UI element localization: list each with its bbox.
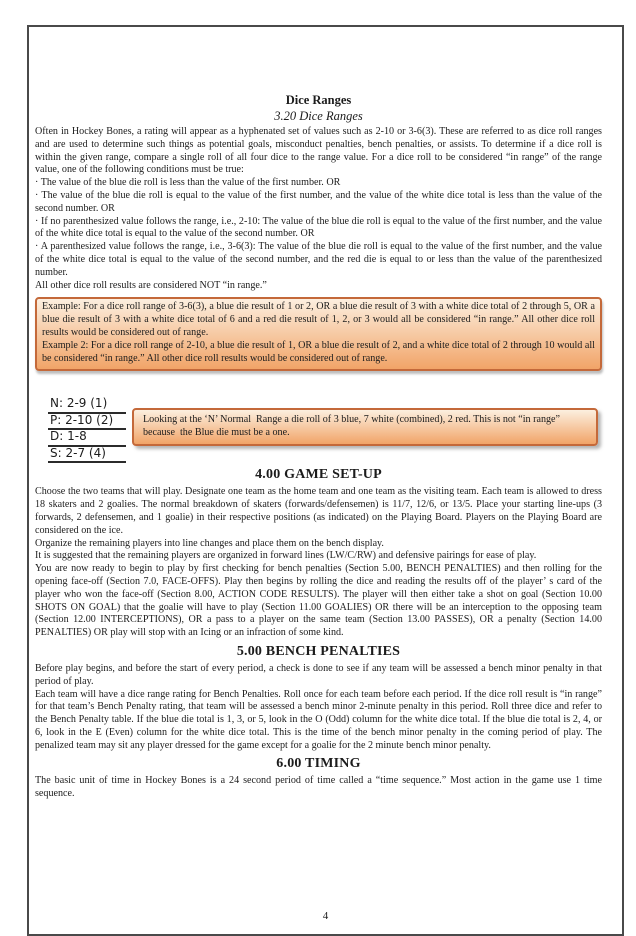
dice-ranges-intro: Often in Hockey Bones, a rating will appear as a hyphenated set of values such as 2-10 or 3-6(3). These are referred to as dice roll ranges and are used to determine such things as potential goals, misconduct penalties, bench penalties, or assists. To determine if a dice roll is within the given range, compare a single roll of all four dice to the range value. For a dice roll to be considered “in range” of the range value, one of the following conditions must be true: — [35, 126, 602, 176]
section-heading-timing: 6.00 TIMING — [276, 756, 361, 772]
rating-list — [48, 397, 126, 463]
note-box — [132, 408, 598, 446]
bullet-item-2: · The value of the blue die roll is equal to the value of the first number, and the value of the white dice total is less than the value of the second number. OR — [35, 189, 602, 214]
bullet-item-3: · If no parenthesized value follows the range, i.e., 2-10: The value of the blue die roll is equal to the value of the first number, and the value of the white dice total is equal to the value of the second number. OR — [35, 215, 602, 240]
document-page — [35, 93, 602, 801]
timing-paragraph-1: The basic unit of time in Hockey Bones is a 24 second period of time called a “time sequence.” Most action in the game use 1 time sequence. — [35, 775, 602, 800]
game-setup-paragraph-1: Choose the two teams that will play. Designate one team as the home team and one team as the visiting team. Each team is allowed to dress 18 skaters and 2 goalies. The normal breakdown of skaters (forwards/defensemen) is 11/7, 12/6, or 13/5. Place your starting line-ups (3 forwards, 2 defensemen, and 1 goalie) in their respective positions (as indicated) on the Playing Board. Players on the Playing Board are considered on the ice. — [35, 486, 602, 536]
game-setup-paragraph-2: Organize the remaining players into line changes and place them on the bench display. — [35, 537, 384, 549]
rating-item-n: N: 2-9 (1) — [48, 397, 126, 414]
page-border — [27, 25, 624, 936]
page-number: 4 — [322, 910, 329, 922]
example-1-text: Example: For a dice roll range of 3-6(3), a blue die result of 1 or 2, OR a blue die result of 3 with a white dice total of 2 through 5, OR a blue die result of 3 with a white dice total of 6 and a red die result of 1, 2, or 3 would all be considered “in range.” All other dice roll results would be considered out of range. — [42, 301, 595, 338]
rating-item-s: S: 2-7 (4) — [48, 447, 126, 464]
game-setup-paragraph-3: It is suggested that the remaining players are organized in forward lines (LW/C/RW) and defensive pairings for ease of play. — [35, 550, 537, 562]
bullet-item-1: · The value of the blue die roll is less than the value of the first number. OR — [35, 177, 341, 189]
range-example-row — [48, 397, 602, 463]
dice-ranges-outro: All other dice roll results are considered NOT “in range.” — [35, 279, 267, 291]
bullet-item-4: · A parenthesized value follows the range, i.e., 3-6(3): The value of the blue die roll is equal to the value of the first number, and the value of the white dice total is equal to the value of the second number, and the red die is equal to or less than the value of the parenthesized number. — [35, 241, 602, 278]
note-text: Looking at the ‘N’ Normal Range a die roll of 3 blue, 7 white (combined), 2 red. This is not “in range” because the Blue die must be a one. — [143, 414, 563, 439]
bench-penalties-paragraph-1: Before play begins, and before the start of every period, a check is done to see if any team will be assessed a bench minor penalty in that period of play. — [35, 662, 602, 687]
doc-title: Dice Ranges — [285, 93, 352, 107]
section-heading-bench-penalties: 5.00 BENCH PENALTIES — [236, 643, 401, 659]
example-2-text: Example 2: For a dice roll range of 2-10, a blue die result of 1, OR a blue die result of 2, and a white dice total of 2 through 10 would all be considered “in range.” All other dice roll results would be considered out of range. — [42, 339, 595, 364]
example-box — [35, 297, 602, 371]
rating-item-d: D: 1-8 — [48, 430, 126, 447]
doc-subtitle: 3.20 Dice Ranges — [274, 109, 363, 123]
rating-item-p: P: 2-10 (2) — [48, 414, 126, 431]
game-setup-paragraph-4: You are now ready to begin to play by first checking for bench penalties (Section 5.00, BENCH PENALTIES) and then rolling for the opening face-off (Section 7.0, FACE-OFFS). Play then begins by rolling the dice and reading the results off of the player’ s card of the player who won the face-off (Section 8.00, ACTION CODE RESULTS). The player will then either take a shot on goal (Section 10.00 SHOTS ON GOAL) that the goalie will have to play (Section 11.00 GOALIES) OR there will be an interception to the opposing team (Section 12.00 INTERCEPTIONS), OR a pass to a player on the same team (Section 13.00 PASSES), OR a penalty (Section 14.00 PENALTIES) OR play will stop with an Icing or an infraction of some kind. — [35, 563, 602, 639]
section-heading-game-setup: 4.00 GAME SET-UP — [255, 467, 382, 483]
bench-penalties-paragraph-2: Each team will have a dice range rating for Bench Penalties. Roll once for each team before each period. If the dice roll result is “in range” for that team’s Bench Penalty rating, that team will be assessed a bench minor 2-minute penalty in this period. Roll three dice and refer to the Bench Penalty table. If the blue die total is 1, 3, or 5, look in the O (Odd) column for the white dice total. If the blue die total is 2, 4, or 6, look in the E (Even) column for the white dice total. This is the time of the bench minor penalty in the coming period of play. The penalized team may sit any player dressed for the game except for a goalie for the 2 minute bench minor penalty. — [35, 688, 602, 751]
